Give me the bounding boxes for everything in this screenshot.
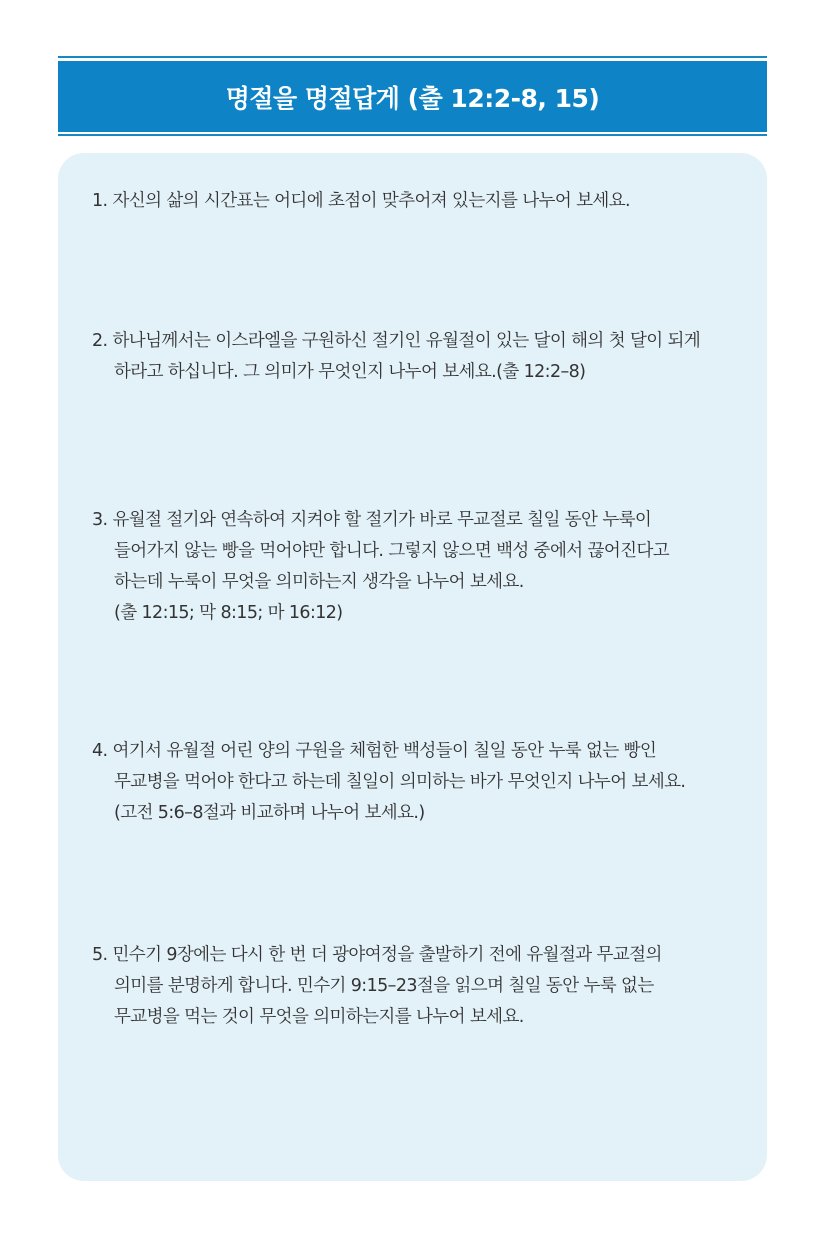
- question-4-line-1: 4. 여기서 유월절 어린 양의 구원을 체험한 백성들이 칠일 동안 누룩 없는 빵인: [92, 741, 657, 761]
- header-banner: [58, 61, 767, 132]
- question-3-line-4: (출 12:15; 막 8:15; 마 16:12): [114, 603, 343, 623]
- question-3-line-1: 3. 유월절 절기와 연속하여 지켜야 할 절기가 바로 무교절로 칠일 동안 누룩이: [92, 510, 652, 530]
- question-1-line-1: 1. 자신의 삶의 시간표는 어디에 초점이 맞추어져 있는지를 나누어 보세요.: [92, 191, 630, 211]
- header-bottom-rule: [58, 134, 767, 136]
- question-5: [92, 940, 742, 1033]
- question-2-line-2: 하라고 하십니다. 그 의미가 무엇인지 나누어 보세요.(출 12:2–8): [114, 362, 586, 382]
- page-title: 명절을 명절답게 (출 12:2-8, 15): [225, 83, 600, 113]
- question-4-line-2: 무교병을 먹어야 한다고 하는데 칠일이 의미하는 바가 무엇인지 나누어 보세요.: [114, 772, 686, 792]
- question-3: [92, 505, 742, 629]
- question-3-line-2: 들어가지 않는 빵을 먹어야만 합니다. 그렇지 않으면 백성 중에서 끊어진다고: [114, 541, 670, 561]
- question-2-line-1: 2. 하나님께서는 이스라엘을 구원하신 절기인 유월절이 있는 달이 해의 첫 달이 되게: [92, 331, 701, 351]
- question-5-line-3: 무교병을 먹는 것이 무엇을 의미하는지를 나누어 보세요.: [114, 1007, 524, 1027]
- question-4-line-3: (고전 5:6–8절과 비교하며 나누어 보세요.): [114, 803, 425, 823]
- question-3-line-3: 하는데 누룩이 무엇을 의미하는지 생각을 나누어 보세요.: [114, 572, 524, 592]
- question-5-line-1: 5. 민수기 9장에는 다시 한 번 더 광야여정을 출발하기 전에 유월절과 무교절의: [92, 945, 662, 965]
- question-2: [92, 326, 742, 388]
- question-1: [92, 186, 742, 217]
- header-top-rule: [58, 56, 767, 58]
- question-5-line-2: 의미를 분명하게 합니다. 민수기 9:15–23절을 읽으며 칠일 동안 누룩 없는: [114, 976, 654, 996]
- question-4: [92, 736, 742, 829]
